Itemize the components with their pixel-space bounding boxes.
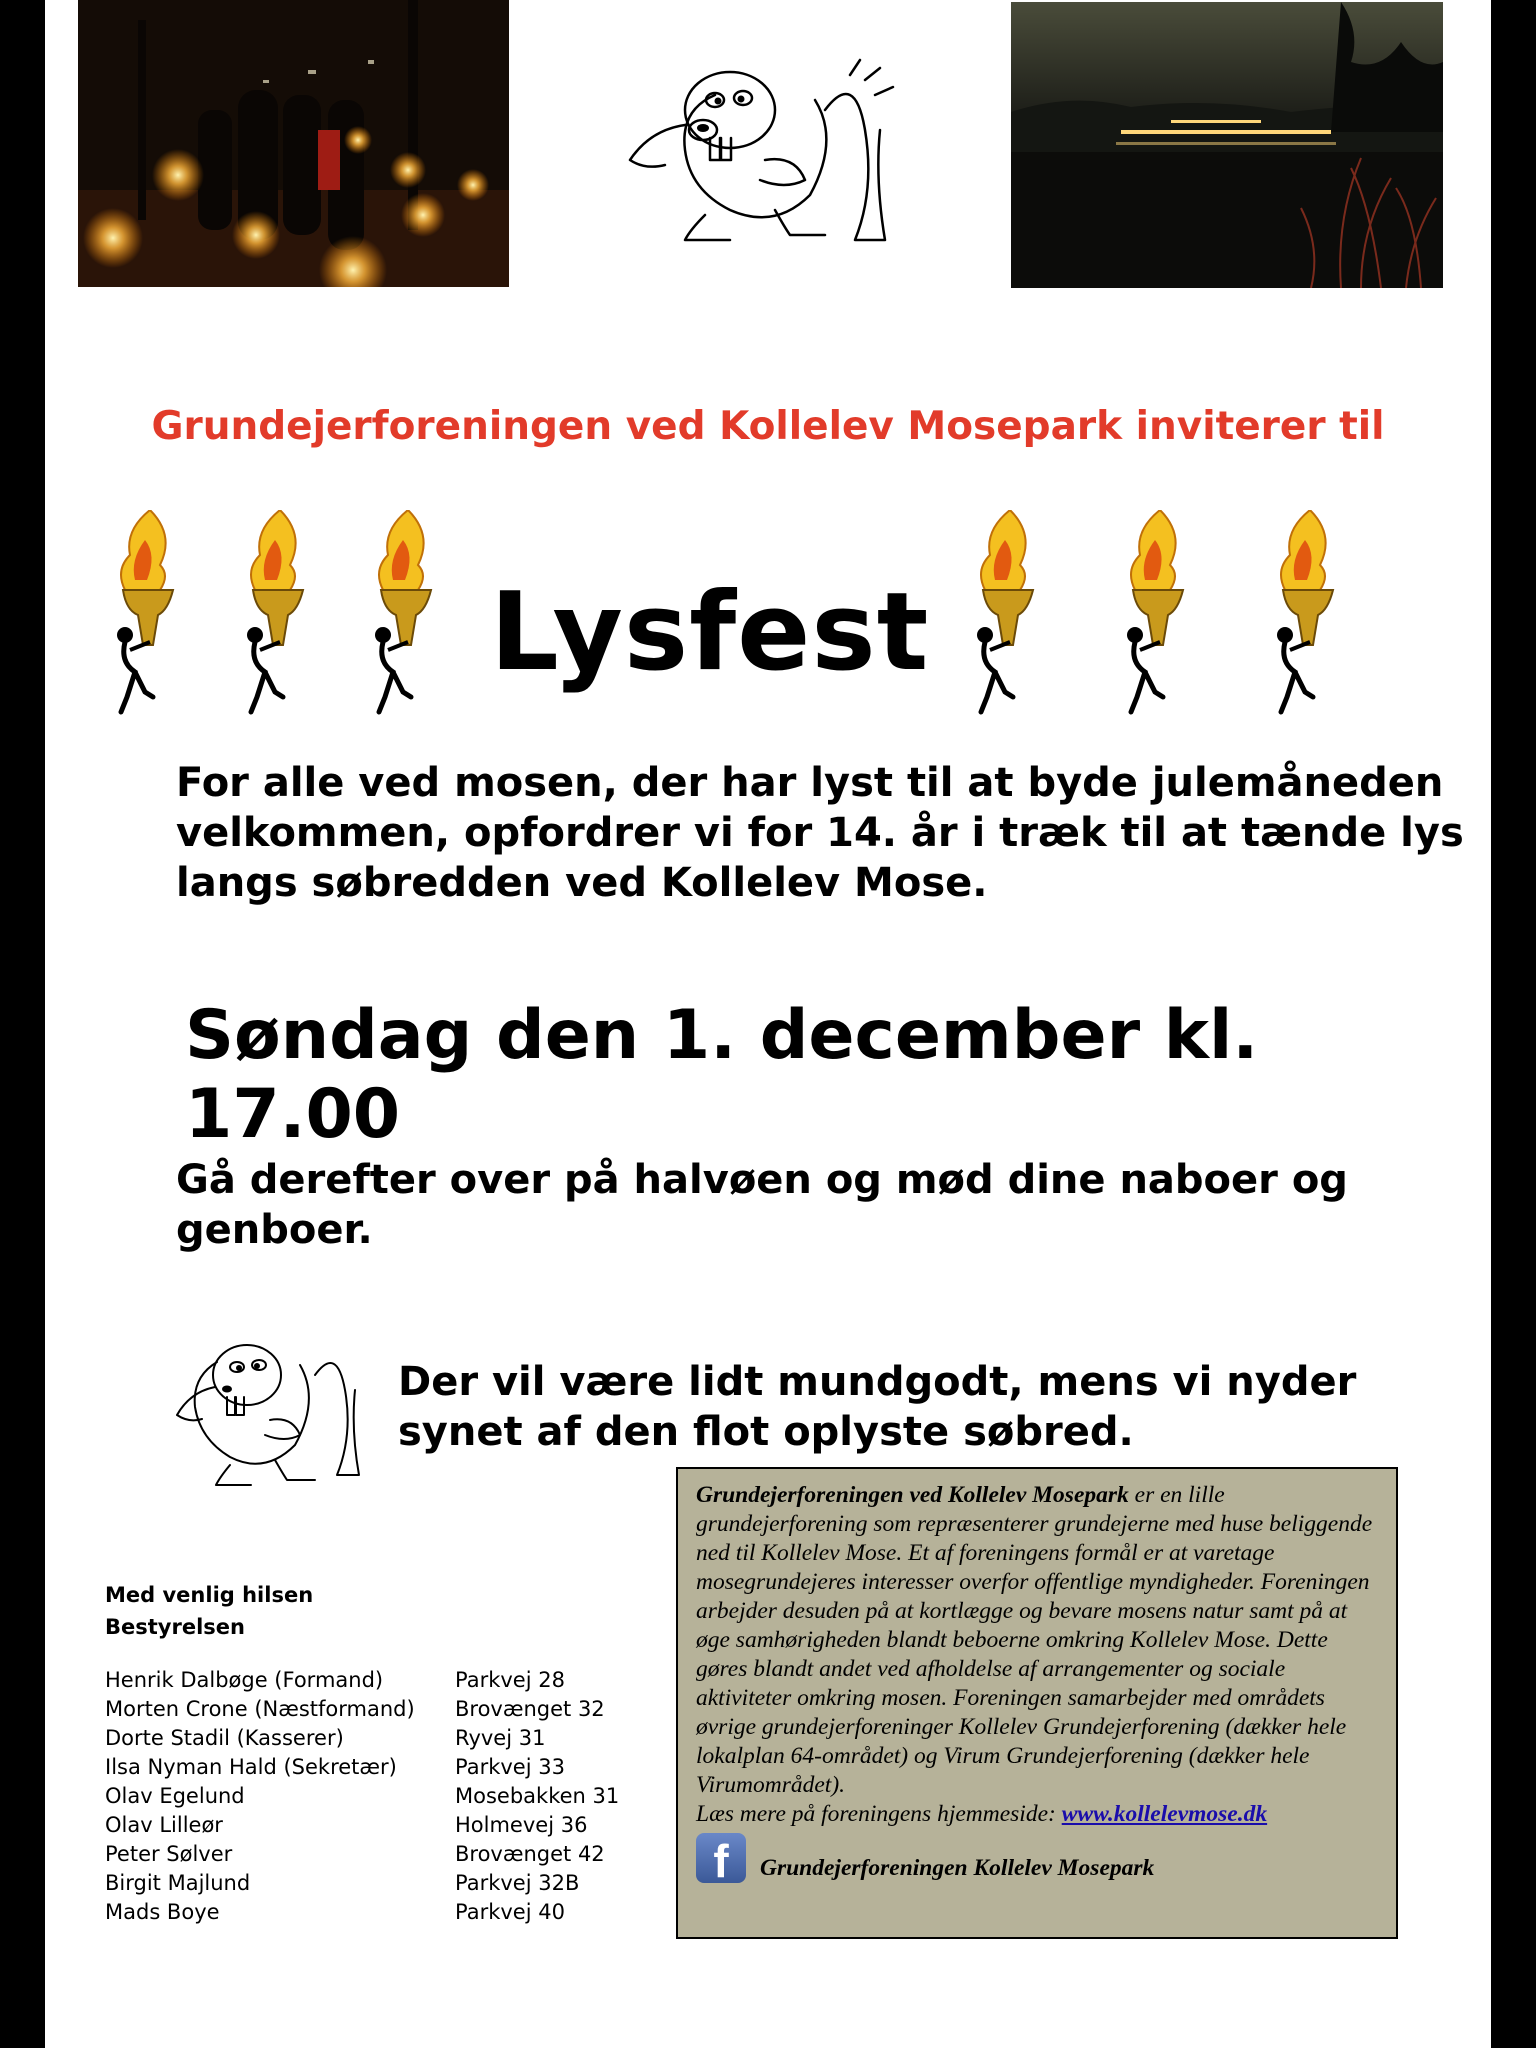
torch-bearers-left xyxy=(105,510,475,715)
facebook-row[interactable] xyxy=(696,1833,1378,1883)
board-row xyxy=(105,1753,619,1782)
board-member-address: Holmevej 36 xyxy=(455,1813,588,1837)
board-member-name: Peter Sølver xyxy=(105,1842,233,1866)
flyer-page xyxy=(45,0,1491,2048)
board-member-address: Brovænget 32 xyxy=(455,1697,605,1721)
board-member-name: Morten Crone (Næstformand) xyxy=(105,1697,415,1721)
treats-paragraph: Der vil være lidt mundgodt, mens vi nyder synet af den flot oplyste søbred. xyxy=(398,1359,1357,1455)
invitation-heading: Grundejerforeningen ved Kollelev Mosepark inviterer til xyxy=(151,404,1385,449)
signoff xyxy=(105,1580,313,1643)
board-row xyxy=(105,1724,619,1753)
board-member-address: Parkvej 33 xyxy=(455,1755,565,1779)
board-row xyxy=(105,1666,619,1695)
association-text: er en lille grundejerforening som repræsenterer grundejerne med huse beliggende ned til Kollelev Mose. Et af foreningens formål er at varetage mosegrundejeres interesser overfor offentlige myndigheder. Foreningen arbejder desuden på at kortlægge og bevare mosens natur samt på at øge samhørigheden blandt beboerne omkring Kollelev Mose. Dette gøres blandt andet ved afholdelse af arrangementer og sociale aktiviteter omkring mosen. Foreningen samarbejder med områdets øvrige grundejerforeninger Kollelev Grundejerforening (dækker hele lokalplan 64-området) og Virum Grundejerforening (dækker hele Virumområdet). xyxy=(696,1482,1373,1798)
board-row xyxy=(105,1840,619,1869)
association-description xyxy=(696,1481,1378,1800)
website-line xyxy=(696,1800,1378,1829)
website-link[interactable]: www.kollelevmose.dk xyxy=(1061,1801,1268,1827)
board-list xyxy=(105,1666,619,1927)
association-info-box xyxy=(676,1467,1398,1939)
facebook-label: Grundejerforeningen Kollelev Mosepark xyxy=(760,1855,1155,1881)
board-member-address: Parkvej 40 xyxy=(455,1900,565,1924)
board-member-name: Mads Boye xyxy=(105,1900,220,1924)
association-name: Grundejerforeningen ved Kollelev Mosepark xyxy=(696,1482,1129,1508)
torch-bearers-right xyxy=(965,510,1365,715)
board-member-name: Dorte Stadil (Kasserer) xyxy=(105,1726,344,1750)
lake-night-photo xyxy=(1011,2,1443,288)
board-member-address: Mosebakken 31 xyxy=(455,1784,620,1808)
board-row xyxy=(105,1811,619,1840)
board-member-name: Olav Lilleør xyxy=(105,1813,223,1837)
board-member-address: Parkvej 28 xyxy=(455,1668,565,1692)
board-member-name: Henrik Dalbøge (Formand) xyxy=(105,1668,384,1692)
board-row xyxy=(105,1869,619,1898)
candle-gathering-photo xyxy=(78,0,509,287)
board-member-address: Parkvej 32B xyxy=(455,1871,580,1895)
signature-line: Bestyrelsen xyxy=(105,1614,245,1639)
board-row xyxy=(105,1782,619,1811)
small-beaver-illustration xyxy=(175,1325,365,1495)
event-date: Søndag den 1. december kl. 17.00 xyxy=(185,996,1259,1154)
board-member-address: Ryvej 31 xyxy=(455,1726,546,1750)
facebook-icon[interactable]: f xyxy=(696,1833,746,1883)
greeting-line: Med venlig hilsen xyxy=(105,1583,314,1607)
intro-paragraph: For alle ved mosen, der har lyst til at byde julemåneden velkommen, opfordrer vi for 14. år i træk til at tænde lys langs søbredden ved Kollelev Mose. xyxy=(176,760,1464,906)
board-member-address: Brovænget 42 xyxy=(455,1842,605,1866)
board-member-name: Birgit Majlund xyxy=(105,1871,251,1895)
beaver-illustration xyxy=(625,50,915,245)
board-member-name: Olav Egelund xyxy=(105,1784,245,1808)
walk-paragraph: Gå derefter over på halvøen og mød dine naboer og genboer. xyxy=(176,1157,1348,1253)
board-member-name: Ilsa Nyman Hald (Sekretær) xyxy=(105,1755,397,1779)
event-title: Lysfest xyxy=(490,570,930,695)
board-row xyxy=(105,1898,619,1927)
read-more-text: Læs mere på foreningens hjemmeside: xyxy=(696,1801,1062,1827)
board-row xyxy=(105,1695,619,1724)
